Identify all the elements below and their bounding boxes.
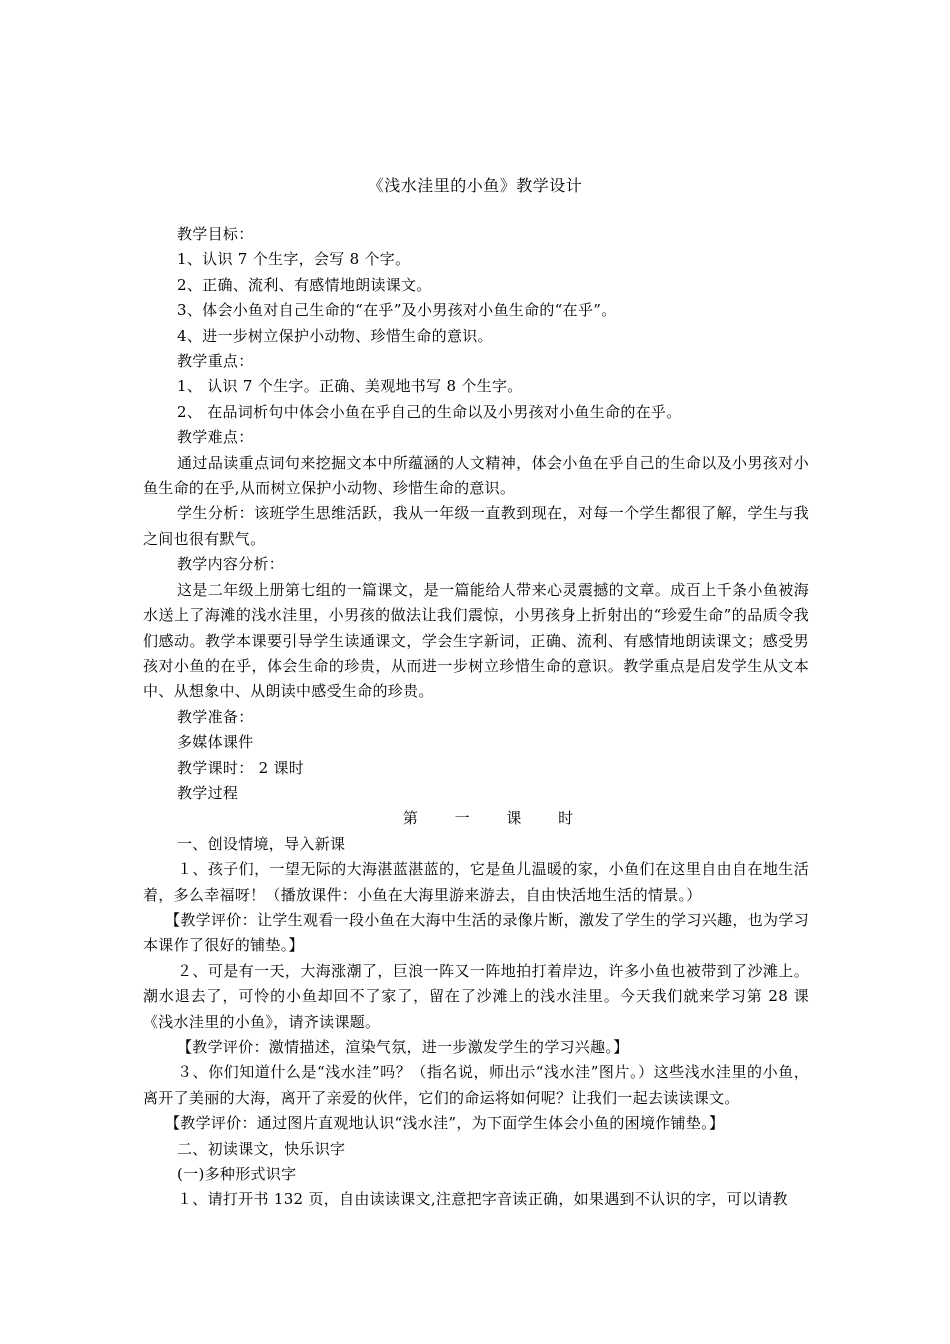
key-point-item: 1、 认识 7 个生字。正确、美观地书写 8 个生字。 [177, 377, 523, 396]
evaluation-note: 【教学评价：让学生观看一段小鱼在大海中生活的录像片断，激发了学生的学习兴趣，也为学习本课作了很好的铺垫。】 [143, 910, 809, 955]
step-paragraph: ３、你们知道什么是“浅水洼”吗？（指名说，师出示“浅水洼”图片。）这些浅水洼里的小鱼，离开了美丽的大海，离开了亲爱的伙伴，它们的命运将如何呢？让我们一起去读读课文。 [143, 1063, 809, 1107]
objective-item: 3、体会小鱼对自己生命的“在乎”及小男孩对小鱼生命的“在乎”。 [177, 301, 617, 320]
student-analysis: 学生分析：该班学生思维活跃，我从一年级一直教到现在，对每一个学生都很了解，学生与我之间也很有默气。 [143, 504, 809, 548]
heading-content-analysis: 教学内容分析： [177, 555, 285, 574]
document-body [143, 222, 809, 1213]
heading-process: 教学过程 [177, 783, 239, 802]
heading-objectives: 教学目标： [177, 225, 254, 243]
objective-item: 1、认识 7 个生字，会写 8 个字。 [177, 250, 411, 269]
section-heading: 一、创设情境，导入新课 [177, 834, 346, 853]
evaluation-note: 【教学评价：激情描述，渲染气氛，进一步激发学生的学习兴趣。】 [177, 1038, 629, 1056]
lesson-heading: 第 一 课 时 [402, 809, 590, 828]
preparation-text: 多媒体课件 [177, 733, 254, 752]
objective-item: 2、正确、流利、有感情地朗读课文。 [177, 275, 432, 294]
document-title: 《浅水洼里的小鱼》教学设计 [367, 176, 583, 195]
evaluation-note: 【教学评价：通过图片直观地认识“浅水洼”，为下面学生体会小鱼的困境作铺垫。】 [165, 1114, 725, 1133]
subsection-heading: (一)多种形式识字 [177, 1165, 297, 1184]
section-heading: 二、初读课文，快乐识字 [177, 1139, 346, 1158]
difficulties-text: 通过品读重点词句来挖掘文本中所蕴涵的人文精神，体会小鱼在乎自己的生命以及小男孩对小鱼生命的在乎,从而树立保护小动物、珍惜生命的意识。 [143, 453, 809, 498]
heading-key-points: 教学重点： [177, 352, 254, 371]
step-paragraph: １、孩子们，一望无际的大海湛蓝湛蓝的，它是鱼儿温暖的家，小鱼们在这里自由自在地生活着，多么幸福呀！（播放课件：小鱼在大海里游来游去，自由快活地生活的情景。） [143, 860, 809, 904]
heading-preparation: 教学准备： [177, 707, 254, 726]
class-hours: 教学课时： 2 课时 [177, 758, 305, 777]
content-analysis-text: 这是二年级上册第七组的一篇课文，是一篇能给人带来心灵震撼的文章。成百上千条小鱼被海水送上了海滩的浅水洼里，小男孩的做法让我们震惊，小男孩身上折射出的“珍爱生命”的品质令我们感动。教学本课要引导学生读通课文，学会生字新词，正确、流利、有感情地朗读课文；感受男孩对小鱼的在乎，体会生命的珍贵，从而进一步树立珍惜生命的意识。教学重点是启发学生从文本中、从想象中、从朗读中感受生命的珍贵。 [143, 580, 809, 701]
step-paragraph: １、请打开书 132 页，自由读读课文,注意把字音读正确，如果遇到不认识的字，可以请教 [177, 1190, 788, 1209]
heading-difficulties: 教学难点： [177, 428, 254, 447]
key-point-item: 2、 在品词析句中体会小鱼在乎自己的生命以及小男孩对小鱼生命的在乎。 [177, 402, 682, 421]
objective-item: 4、进一步树立保护小动物、珍惜生命的意识。 [177, 326, 493, 345]
step-paragraph: ２、可是有一天，大海涨潮了，巨浪一阵又一阵地拍打着岸边，许多小鱼也被带到了沙滩上。潮水退去了，可怜的小鱼却回不了家了，留在了沙滩上的浅水洼里。今天我们就来学习第 28 课《浅水洼里的小鱼》，请齐读课题。 [143, 961, 809, 1031]
